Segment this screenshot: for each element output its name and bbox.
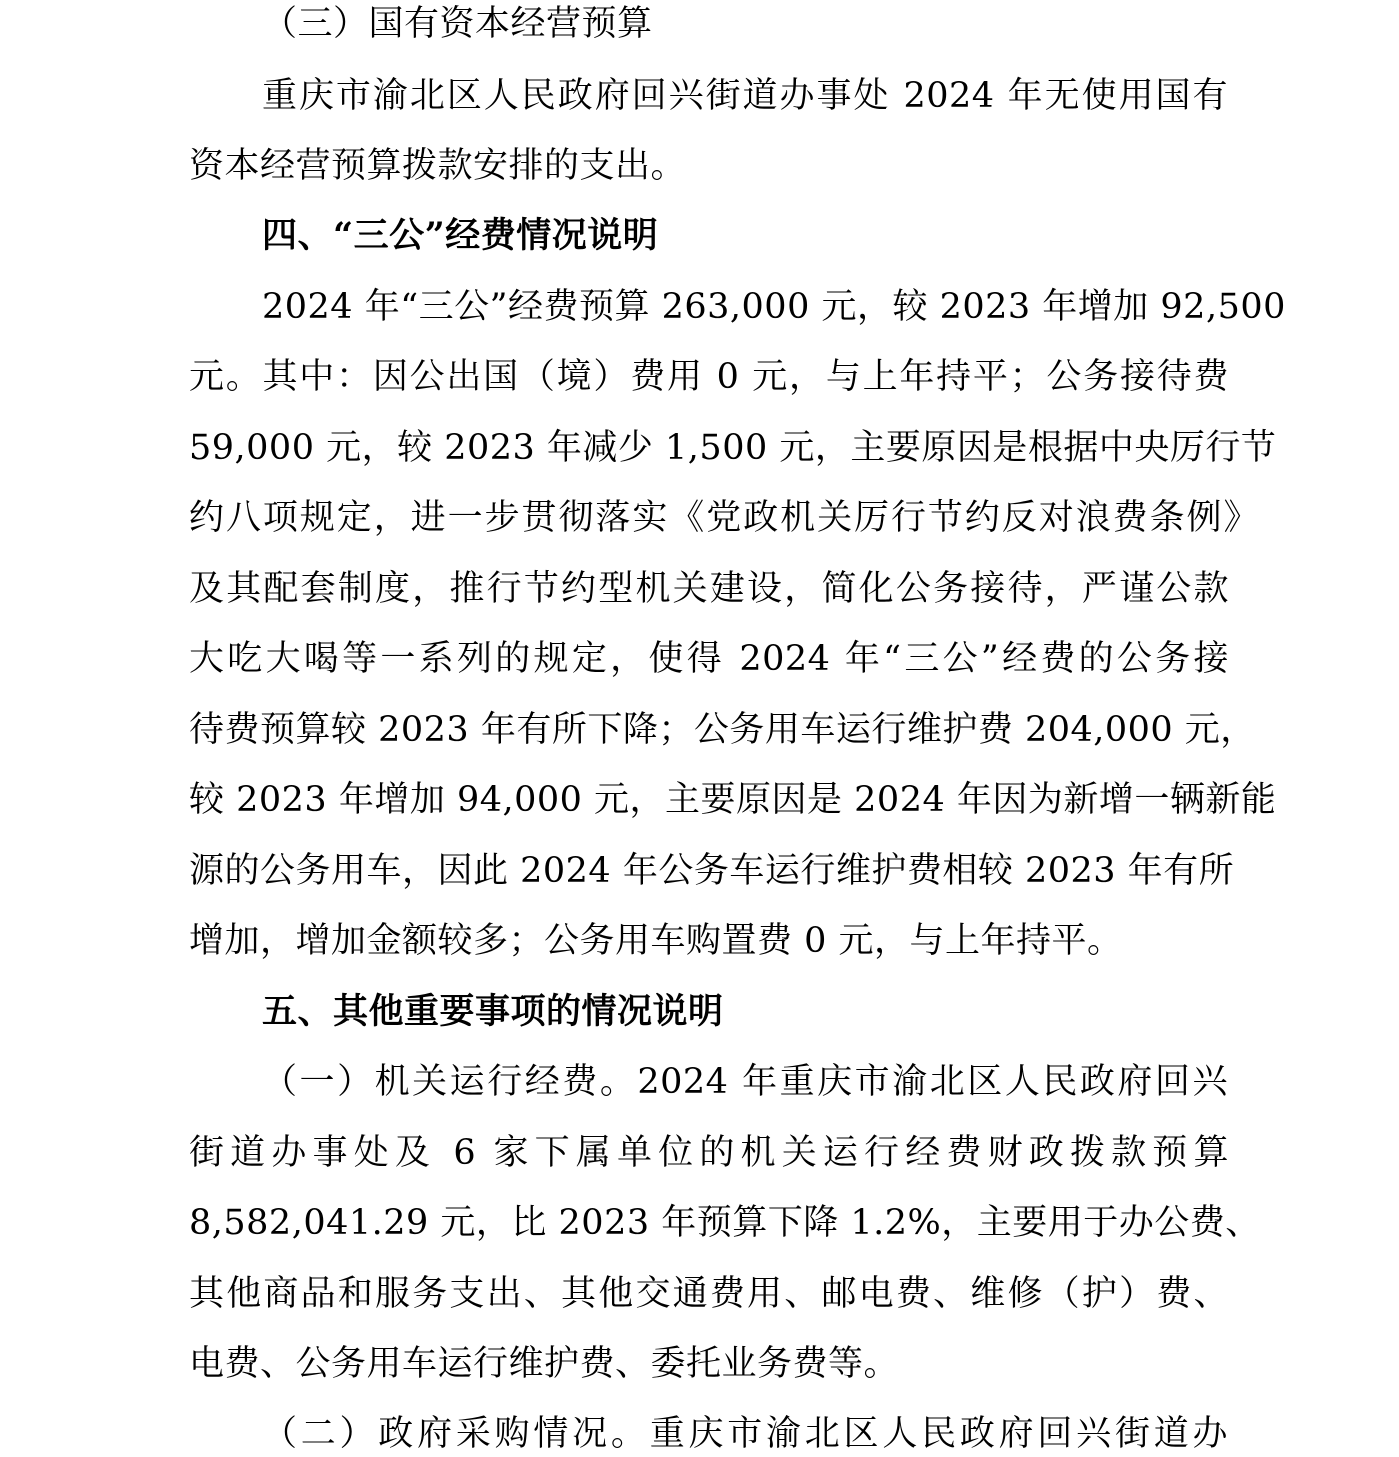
paragraph-line: 8,582,041.29 元，比 2023 年预算下降 1.2%，主要用于办公费、	[189, 1203, 1261, 1243]
paragraph-line: 2024 年“三公”经费预算 263,000 元，较 2023 年增加 92,500	[262, 287, 1286, 327]
paragraph-line: 及其配套制度，推行节约型机关建设，简化公务接待，严谨公款	[189, 569, 1229, 609]
paragraph-line: （二）政府采购情况。重庆市渝北区人民政府回兴街道办	[262, 1414, 1228, 1454]
paragraph-line: 59,000 元，较 2023 年减少 1,500 元，主要原因是根据中央厉行节	[189, 428, 1277, 468]
paragraph-line: 较 2023 年增加 94,000 元，主要原因是 2024 年因为新增一辆新能	[189, 780, 1277, 820]
paragraph-line: 约八项规定，进一步贯彻落实《党政机关厉行节约反对浪费条例》	[189, 498, 1259, 538]
section-heading-other-matters: 五、其他重要事项的情况说明	[262, 991, 724, 1032]
paragraph-line: 重庆市渝北区人民政府回兴街道办事处 2024 年无使用国有	[262, 76, 1228, 116]
section-heading-state-capital: （三）国有资本经营预算	[262, 4, 653, 44]
paragraph-line: 源的公务用车，因此 2024 年公务车运行维护费相较 2023 年有所	[189, 851, 1235, 891]
paragraph-line: （一）机关运行经费。2024 年重庆市渝北区人民政府回兴	[262, 1062, 1228, 1102]
paragraph-line: 资本经营预算拨款安排的支出。	[189, 146, 687, 186]
paragraph-line: 待费预算较 2023 年有所下降；公务用车运行维护费 204,000 元，	[189, 710, 1256, 750]
paragraph-line: 大吃大喝等一系列的规定，使得 2024 年“三公”经费的公务接	[189, 639, 1229, 679]
paragraph-line: 街道办事处及 6 家下属单位的机关运行经费财政拨款预算	[189, 1133, 1229, 1173]
paragraph-line: 增加，增加金额较多；公务用车购置费 0 元，与上年持平。	[189, 921, 1123, 961]
paragraph-line: 电费、公务用车运行维护费、委托业务费等。	[189, 1344, 900, 1384]
section-heading-three-public: 四、“三公”经费情况说明	[262, 215, 659, 256]
paragraph-line: 其他商品和服务支出、其他交通费用、邮电费、维修（护）费、	[189, 1274, 1229, 1314]
paragraph-line: 元。其中：因公出国（境）费用 0 元，与上年持平；公务接待费	[189, 357, 1229, 397]
